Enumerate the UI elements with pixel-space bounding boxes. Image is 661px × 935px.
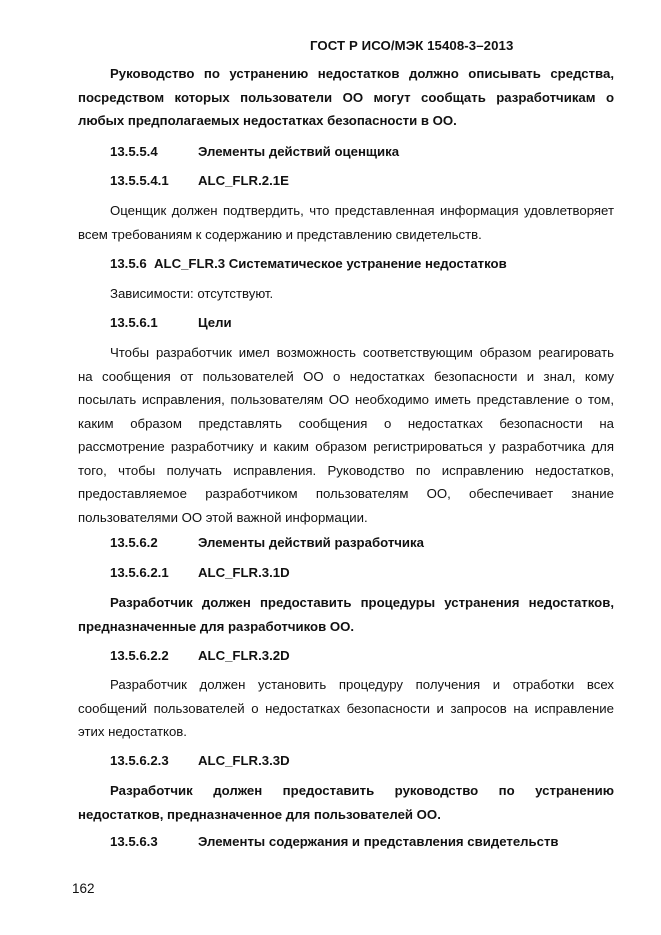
document-header: ГОСТ Р ИСО/МЭК 15408-3–2013 [310, 38, 514, 53]
text-line: Чтобы разработчик имел возможность соответствующим образом реагировать [110, 345, 614, 360]
section-heading-13-5-6 [110, 256, 507, 272]
text-line: рассмотрение разработчику и каким образом регистрироваться у разработчика для [78, 439, 614, 454]
paragraph-developer-procedures [78, 591, 614, 638]
text-line: любых предполагаемых недостатках безопасности в ОО. [78, 113, 457, 128]
section-heading-13-5-6-2-1 [110, 565, 290, 581]
section-heading-13-5-6-2 [110, 535, 424, 551]
section-heading-13-5-5-4-1 [110, 173, 289, 189]
page-number: 162 [72, 881, 95, 896]
text-line: пользователями ОО этой важной информации. [78, 509, 368, 525]
section-title: Элементы содержания и представления свидетельств [198, 834, 559, 849]
paragraph-evaluator-confirm [78, 199, 614, 246]
section-heading-13-5-6-2-2 [110, 648, 290, 664]
section-heading-13-5-5-4 [110, 144, 399, 160]
dependencies-text: Зависимости: отсутствуют. [110, 286, 274, 301]
section-title: Элементы действий оценщика [198, 144, 400, 159]
paragraph-developer-establish [78, 673, 614, 744]
section-title: ALC_FLR.2.1E [198, 173, 289, 188]
section-number: 13.5.6.1 [110, 315, 158, 330]
section-number: 13.5.6.2.1 [110, 565, 169, 580]
section-title: ALC_FLR.3.1D [198, 565, 290, 580]
text-line: на сообщения от пользователей ОО о недостатках безопасности и знал, кому [78, 368, 614, 384]
section-title: Цели [198, 315, 232, 330]
section-number: 13.5.6.2 [110, 535, 158, 550]
text-line: каким образом представлять сообщения о недостатках безопасности на [78, 415, 614, 431]
section-number: 13.5.6.2.3 [110, 753, 169, 768]
text-line: Разработчик должен установить процедуру получения и отработки всех [110, 677, 614, 692]
paragraph-objectives [78, 341, 614, 529]
section-heading-13-5-6-1 [110, 315, 232, 331]
section-title: ALC_FLR.3.2D [198, 648, 290, 663]
section-number: 13.5.5.4.1 [110, 173, 169, 188]
text-line: этих недостатков. [78, 724, 187, 739]
section-number: 13.5.6.3 [110, 834, 158, 849]
text-line: предназначенные для разработчиков ОО. [78, 618, 355, 634]
text-line: всем требованиям к содержанию и представлению свидетельств. [78, 226, 482, 242]
text-line: недостатков, предназначенное для пользователей ОО. [78, 806, 441, 822]
section-number: 13.5.6.2.2 [110, 648, 169, 663]
text-line: Руководство по устранению недостатков должно описывать средства, [110, 66, 614, 81]
paragraph-flaw-guidance [78, 62, 614, 133]
text-line: Оценщик должен подтвердить, что представленная информация удовлетворяет [110, 203, 614, 218]
section-number: 13.5.6 [110, 256, 147, 271]
text-line: сообщений пользователей о недостатках безопасности и запросов на исправление [78, 700, 614, 716]
text-line: Разработчик должен предоставить процедуры устранения недостатков, [110, 595, 614, 610]
paragraph-developer-guidance [78, 779, 614, 826]
section-title: ALC_FLR.3.3D [198, 753, 290, 768]
text-line: посредством которых пользователи ОО могут сообщать разработчикам о [78, 89, 614, 105]
section-heading-13-5-6-3 [110, 834, 559, 850]
text-line: Разработчик должен предоставить руководство по устранению [110, 783, 614, 798]
section-heading-13-5-6-2-3 [110, 753, 290, 769]
text-line: предоставляемое разработчиком пользователям ОО, обеспечивает знание [78, 486, 614, 501]
section-title: Элементы действий разработчика [198, 535, 424, 550]
text-line: посылать исправления, пользователям ОО необходимо иметь представление о том, [78, 392, 614, 407]
text-line: того, чтобы получать исправления. Руководство по исправлению недостатков, [78, 462, 614, 478]
section-number: 13.5.5.4 [110, 144, 158, 159]
section-title: ALC_FLR.3 Систематическое устранение недостатков [154, 256, 507, 271]
